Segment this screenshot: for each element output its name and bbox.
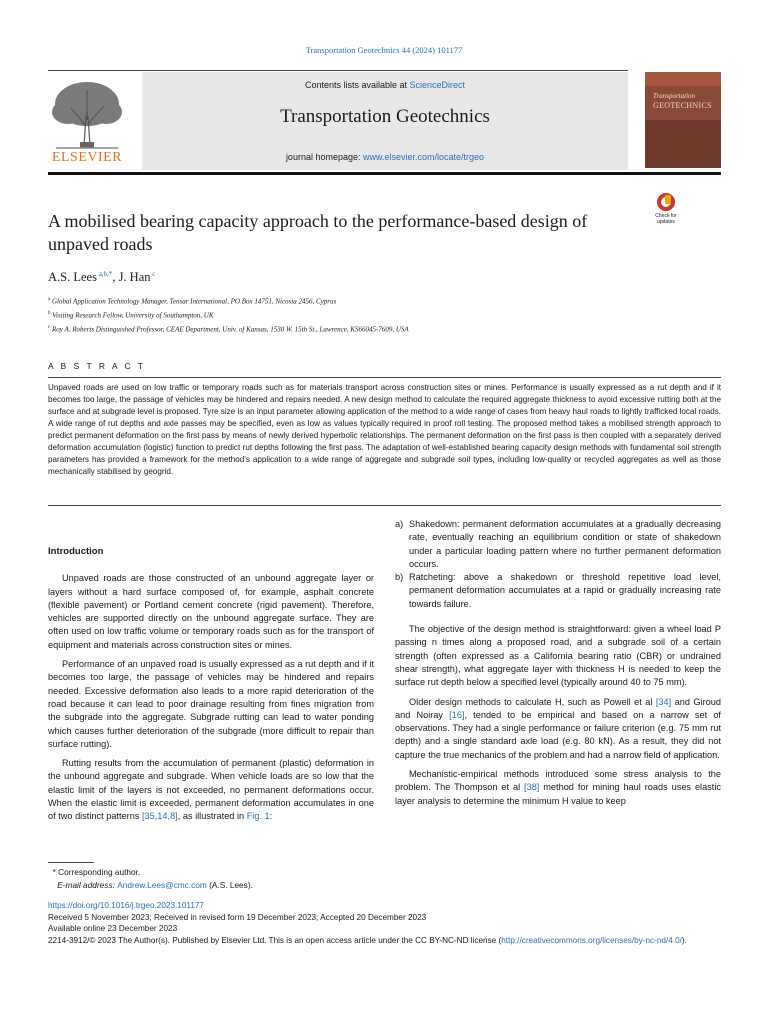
affiliation-item: $^c$ Roy A. Roberts Distinguished Professor, CEAE Department, Univ. of Kansas, 1530 W. 15th St., Lawrence, KS66045-7609, USA <box>48 324 409 333</box>
journal-homepage <box>142 152 628 162</box>
author-list: A.S. Lees $^{a,b,*}$, J. Han $^c$ <box>48 270 156 285</box>
author-affil-sup[interactable]: c <box>152 270 156 278</box>
intro-paragraph: Rutting results from the accumulation of permanent (plastic) deformation in the unbound aggregate and subgrade. When vehicle loads are so low that the elastic limit of the layers is not exceeded, no permanent deformations occur. When the elastic limit is exceeded, permanent deformation accumulates in one of two distinct patterns [35,14,8], as illustrated in Fig. 1: <box>48 758 374 822</box>
doi-link[interactable]: https://doi.org/10.1016/j.trgeo.2023.101177 <box>48 901 204 910</box>
sciencedirect-link[interactable]: ScienceDirect <box>409 80 466 90</box>
cover-bottom-band <box>645 120 721 168</box>
top-rule <box>48 70 628 71</box>
author-name[interactable]: J. Han <box>118 270 151 285</box>
citation-link[interactable]: [16] <box>449 709 465 720</box>
email-note: E-mail address: Andrew.Lees@cmc.com (A.S. Lees). <box>57 879 253 890</box>
citation-link[interactable]: [34] <box>655 696 672 707</box>
abstract-top-rule <box>48 377 721 378</box>
abstract-heading: A B S T R A C T <box>48 361 146 371</box>
author-name[interactable]: A.S. Lees <box>48 270 97 285</box>
corresponding-author-note: * Corresponding author. <box>48 867 141 877</box>
citation-link[interactable]: [38] <box>524 782 540 793</box>
list-item: a) Shakedown: permanent deformation accumulates at a gradually decreasing rate, eventually reaching an equilibrium condition or state of shakedown under a particular loading pattern where no further permanent deformation occurs. <box>395 519 721 569</box>
footnotes <box>48 866 378 891</box>
journal-masthead <box>142 72 628 170</box>
list-item: b) Ratcheting: above a shakedown or threshold repetitive load level, permanent deformation accumulates at a rapid or gradually increasing rate towards failure. <box>395 572 721 609</box>
check-for-updates-badge[interactable] <box>648 193 684 231</box>
article-title: A mobilised bearing capacity approach to the performance-based design of unpaved roads <box>48 211 588 254</box>
check-updates-line2: updates <box>657 219 675 225</box>
footnote-rule <box>48 862 94 863</box>
abstract-bottom-rule <box>48 505 721 506</box>
license-statement: 2214-3912/© 2023 The Author(s). Published by Elsevier Ltd. This is an open access article under the CC BY-NC-ND license (http://creativecommons.org/licenses/by-nc-nd/4.0/). <box>48 935 687 945</box>
body-paragraph: Older design methods to calculate H, such as Powell et al [34] and Giroud and Noiray [16], tended to be empirical and based on a narrow set of observations. They had a single performance or failure criterion (e.g. 75 mm rut depth) and a single standard axle load (e.g. 80 kN). As a result, they did not capture the true mechanics of the problem and had a narrow field of application. <box>395 696 721 760</box>
abstract-text: Unpaved roads are used on low traffic or temporary roads such as for materials transport across construction sites or mines. Performance is usually expressed as a rut depth and if it becomes too large, the passage of vehicles may be hindered and repairs needed. A new design method to calculate the required aggregate thickness to avoid excessive rutting both at the surface and at subgrade level is proposed. Tyre size is an input parameter allowing application of the method to a wide range of cases from heavy haul roads to lightly trafficked local roads. A wide range of rut depths and axle passes may be specified, even as low as values typically required in proof roll testing. The proposed method takes a mobilised strength approach to predict permanent deformation on the first pass by means of newly derived hyperbolic relationships. The permanent deformation on the first pass is then coupled with a separately derived deformation accumulation (logistic) function to predict rut depths following the first pass. The adaptation of well-established bearing capacity design methods with fundamental soil strength parameters has provided a framework for the method's application to a wide range of aggregate and subgrade soil types, including low-quality or recycled aggregates as well as those mechanically stabilised by geogrid. <box>48 383 721 476</box>
check-updates-line1: Check for <box>655 213 677 219</box>
contents-prefix: Contents lists available at <box>304 80 410 90</box>
citation-link[interactable]: [35,14,8] <box>141 811 178 822</box>
cover-title-line1: Transportation <box>653 92 696 100</box>
cover-top-band <box>645 72 721 86</box>
figure-link[interactable]: Fig. 1 <box>246 811 270 822</box>
body-paragraph: The objective of the design method is straightforward: given a wheel load P passing n times along a proposed road, and a subgrade soil of a certain strength (often expressed as a California bearing ratio (CBR) or undrained shear strength), what aggregate layer with thickness H is needed to keep the surface rut depth below a specified level (typically around 40 to 75 mm). <box>395 624 721 688</box>
author-affil-sup[interactable]: a,b,* <box>98 270 113 278</box>
affiliations <box>48 294 409 335</box>
available-online: Available online 23 December 2023 <box>48 924 178 933</box>
right-column <box>395 518 721 814</box>
affiliation-item: $^a$ Global Application Technology Manager, Tensar International, PO Box 14751, Nicosia 2456, Cyprus <box>48 297 337 306</box>
cover-title-line2: GEOTECHNICS <box>653 101 712 110</box>
affiliation-item: $^b$ Visiting Research Fellow, University of Southampton, UK <box>48 310 214 320</box>
license-link[interactable]: http://creativecommons.org/licenses/by-nc-nd/4.0/ <box>501 935 682 945</box>
journal-cover-thumbnail[interactable] <box>645 72 721 168</box>
check-updates-icon <box>657 193 675 211</box>
contents-line <box>142 80 628 90</box>
introduction-heading: Introduction <box>48 546 104 557</box>
header-thick-rule <box>48 172 721 175</box>
intro-paragraph: Performance of an unpaved road is usually expressed as a rut depth and if it becomes too large, the passage of vehicles may be hindered and repairs needed. Excessive deformation also leads to a more rapid deterioration of the road because it can lead to poor drainage resulting from fines migration from the subgrade into the aggregate. Subgrade rutting can lead to water ponding which causes further deterioration of the subgrade (more difficult to repair than surface rutting). <box>48 659 374 749</box>
email-link[interactable]: Andrew.Lees@cmc.com <box>117 879 207 890</box>
homepage-prefix: journal homepage: <box>285 152 363 162</box>
received-dates: Received 5 November 2023; Received in revised form 19 December 2023; Accepted 20 December 2023 <box>48 912 427 922</box>
homepage-link[interactable]: www.elsevier.com/locate/trgeo <box>363 152 485 162</box>
intro-paragraph: Unpaved roads are those constructed of an unbound aggregate layer or layers without a hard surface composed of, for example, asphalt concrete (flexible pavement) or Portland cement concrete (rigid pavement). Therefore, vehicles are supported directly on the unbound aggregate surface. They are often used on low traffic volume or temporary roads such as for the transport of equipment and materials across construction sites or mines. <box>48 573 374 650</box>
publication-info <box>48 900 723 946</box>
deformation-pattern-list <box>395 518 721 611</box>
left-column <box>48 545 374 830</box>
body-paragraph: Mechanistic-empirical methods introduced some stress analysis to the problem. The Thompson et al [38] method for mining haul roads uses elastic layer analysis to determine the minimum H value to keep <box>395 769 721 806</box>
journal-title: Transportation Geotechnics <box>280 106 490 127</box>
journal-reference[interactable]: Transportation Geotechnics 44 (2024) 101177 <box>305 45 463 55</box>
publisher-name: ELSEVIER <box>51 150 123 165</box>
